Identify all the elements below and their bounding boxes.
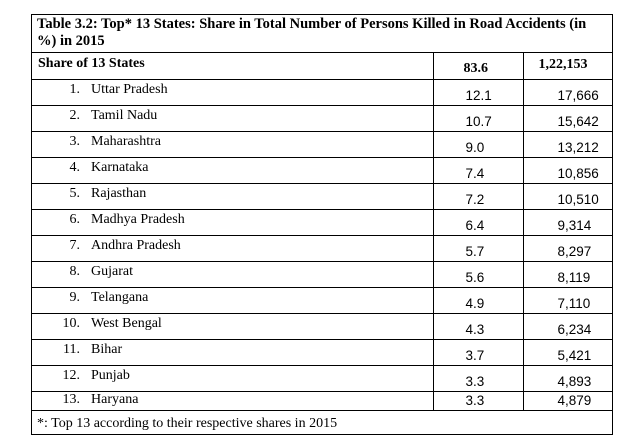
header-persons-total: 1,22,153 bbox=[538, 57, 588, 72]
persons-killed-value: 4,879 bbox=[557, 392, 592, 408]
state-name: Andhra Pradesh bbox=[91, 237, 181, 253]
row-number: 11. bbox=[63, 341, 80, 357]
road-accidents-table bbox=[31, 14, 613, 435]
share-value: 5.6 bbox=[465, 269, 485, 285]
persons-killed-value: 5,421 bbox=[557, 347, 592, 363]
persons-killed-value: 8,119 bbox=[557, 269, 591, 285]
row-number: 2. bbox=[69, 107, 80, 123]
state-cell bbox=[32, 80, 433, 98]
table-title: Table 3.2: Top* 13 States: Share in Total Number of Persons Killed in Road Accidents (in %) in 2015 bbox=[32, 15, 612, 53]
state-cell bbox=[32, 158, 433, 176]
share-value: 7.4 bbox=[465, 165, 485, 181]
row-number: 12. bbox=[62, 367, 80, 383]
row-number: 13. bbox=[62, 391, 80, 407]
table-row bbox=[32, 183, 612, 209]
table-row bbox=[32, 287, 612, 313]
state-cell bbox=[32, 236, 433, 254]
share-value: 4.9 bbox=[465, 295, 485, 311]
state-name: Telangana bbox=[91, 289, 149, 305]
state-cell bbox=[32, 106, 433, 124]
row-number: 8. bbox=[69, 263, 80, 279]
persons-killed-value: 15,642 bbox=[557, 113, 599, 129]
share-value: 3.3 bbox=[465, 373, 485, 389]
state-cell bbox=[32, 262, 433, 280]
state-cell bbox=[32, 340, 433, 358]
persons-killed-value: 6,234 bbox=[557, 321, 592, 337]
state-cell bbox=[32, 314, 433, 332]
state-name: Punjab bbox=[91, 367, 130, 383]
state-cell bbox=[32, 210, 433, 228]
persons-killed-value: 4,893 bbox=[557, 373, 592, 389]
footnote: *: Top 13 according to their respective shares in 2015 bbox=[37, 416, 338, 431]
row-number: 10. bbox=[62, 315, 80, 331]
share-value: 10.7 bbox=[465, 113, 492, 129]
table-row bbox=[32, 339, 612, 365]
row-number: 3. bbox=[69, 133, 80, 149]
table-row bbox=[32, 365, 612, 391]
persons-killed-value: 10,510 bbox=[557, 191, 599, 207]
state-name: Rajasthan bbox=[91, 185, 147, 201]
share-value: 7.2 bbox=[465, 191, 485, 207]
share-value: 3.7 bbox=[465, 347, 485, 363]
table-row bbox=[32, 105, 612, 131]
state-name: Karnataka bbox=[91, 159, 149, 175]
row-number: 7. bbox=[69, 237, 80, 253]
row-number: 5. bbox=[69, 185, 80, 201]
row-number: 4. bbox=[69, 159, 80, 175]
state-cell bbox=[32, 366, 433, 384]
state-cell bbox=[32, 288, 433, 306]
share-value: 3.3 bbox=[465, 392, 485, 408]
row-number: 9. bbox=[69, 289, 80, 305]
persons-killed-value: 13,212 bbox=[557, 139, 599, 155]
table-header-row bbox=[32, 53, 612, 79]
table-row bbox=[32, 391, 612, 410]
share-value: 4.3 bbox=[465, 321, 485, 337]
state-name: Haryana bbox=[91, 391, 139, 407]
header-share-total: 83.6 bbox=[463, 61, 488, 76]
share-value: 5.7 bbox=[465, 243, 485, 259]
persons-killed-value: 7,110 bbox=[557, 295, 591, 311]
state-name: Madhya Pradesh bbox=[91, 211, 185, 227]
persons-killed-value: 9,314 bbox=[557, 217, 592, 233]
share-value: 6.4 bbox=[465, 217, 485, 233]
persons-killed-value: 10,856 bbox=[557, 165, 599, 181]
share-value: 9.0 bbox=[465, 139, 485, 155]
state-name: Uttar Pradesh bbox=[91, 81, 168, 97]
state-cell bbox=[32, 132, 433, 150]
state-name: Tamil Nadu bbox=[91, 107, 158, 123]
share-value: 12.1 bbox=[465, 87, 492, 103]
table-row bbox=[32, 313, 612, 339]
table-row bbox=[32, 261, 612, 287]
state-cell bbox=[32, 184, 433, 202]
state-name: Bihar bbox=[91, 341, 123, 357]
state-cell bbox=[32, 392, 433, 408]
table-row bbox=[32, 131, 612, 157]
state-name: Gujarat bbox=[91, 263, 133, 279]
table-row bbox=[32, 79, 612, 105]
row-number: 1. bbox=[69, 81, 80, 97]
persons-killed-value: 17,666 bbox=[557, 87, 599, 103]
table-row bbox=[32, 157, 612, 183]
header-label: Share of 13 States bbox=[38, 56, 145, 71]
state-name: Maharashtra bbox=[91, 133, 161, 149]
row-number: 6. bbox=[69, 211, 80, 227]
persons-killed-value: 8,297 bbox=[557, 243, 592, 259]
data-table bbox=[32, 53, 612, 411]
table-row bbox=[32, 209, 612, 235]
state-name: West Bengal bbox=[91, 315, 162, 331]
table-row bbox=[32, 235, 612, 261]
